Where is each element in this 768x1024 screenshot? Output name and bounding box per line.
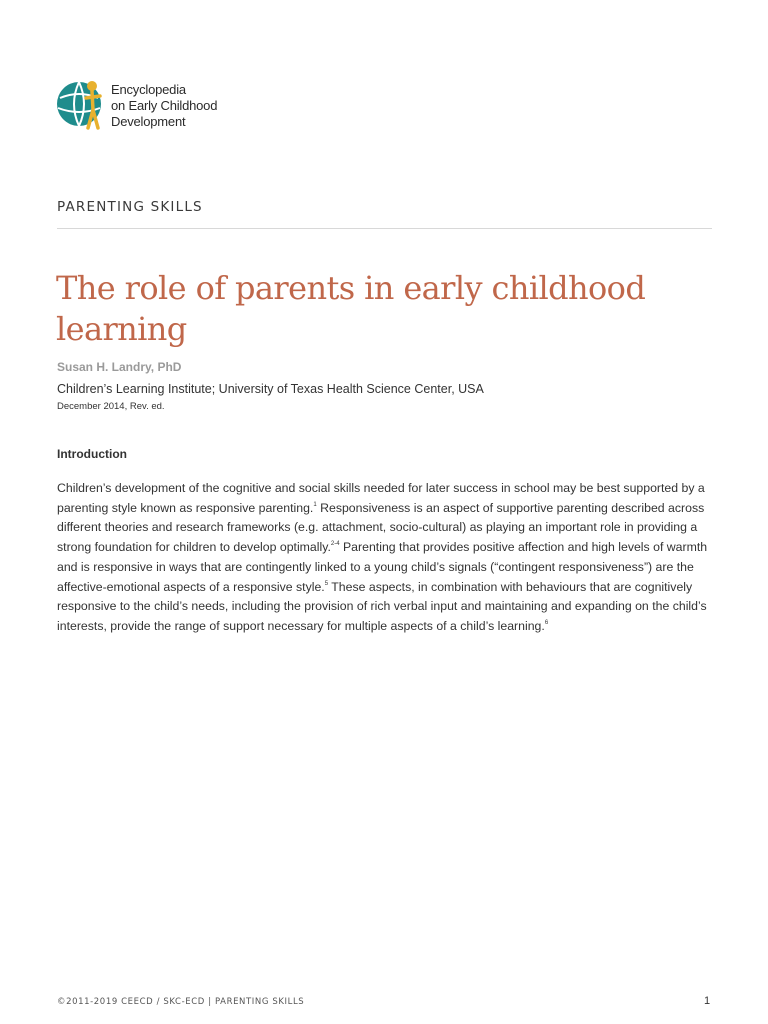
author-name: Susan H. Landry, PhD	[57, 360, 182, 374]
section-heading: Introduction	[57, 447, 127, 461]
logo-wordmark	[111, 82, 217, 130]
paragraph-text-3: Parenting that provides positive affection and high levels of warmth and is responsive in ways that are contingently linked to a young child’s signals (“contingent responsiveness”) are the affective-emotional aspects of a responsive style.	[57, 540, 708, 594]
paragraph-text-4: These aspects, in combination with behaviours that are cognitively responsive to the child’s needs, including the provision of rich verbal input and maintaining and expanding on the child’s interests, provide the range of support necessary for multiple aspects of a child’s learning.	[57, 579, 707, 633]
section-label: PARENTING SKILLS	[57, 199, 203, 215]
globe-child-logo-icon	[55, 76, 107, 136]
introduction-paragraph	[57, 479, 712, 637]
logo-line-1: Encyclopedia	[111, 82, 186, 97]
citation-1: 1	[313, 501, 317, 508]
citation-3: 5	[324, 580, 329, 587]
citation-2: 2-4	[330, 541, 340, 548]
article-title: The role of parents in early childhood learning	[56, 269, 646, 348]
encyclopedia-logo	[55, 76, 217, 136]
paragraph-text-2: Responsiveness is an aspect of supportive parenting described across different theories and research frameworks (e.g. attachment, socio-cultural) as playing an important role in providing a strong foundation for children to develop optimally.	[57, 500, 705, 555]
logo-line-2: on Early Childhood	[111, 98, 218, 113]
author-affiliation: Children’s Learning Institute; University of Texas Health Science Center, USA	[57, 382, 484, 396]
logo-line-3: Development	[111, 114, 186, 129]
page-footer: ©2011-2019 CEECD / SKC-ECD | PARENTING SKILLS	[57, 997, 305, 1007]
section-divider	[57, 228, 712, 229]
paragraph-text-1: Children’s development of the cognitive and social skills needed for later success in school may be best supported by a parenting style known as responsive parenting.	[57, 481, 705, 515]
citation-4: 6	[544, 619, 549, 626]
publication-date: December 2014, Rev. ed.	[57, 401, 165, 412]
page-number: 1	[704, 995, 711, 1007]
